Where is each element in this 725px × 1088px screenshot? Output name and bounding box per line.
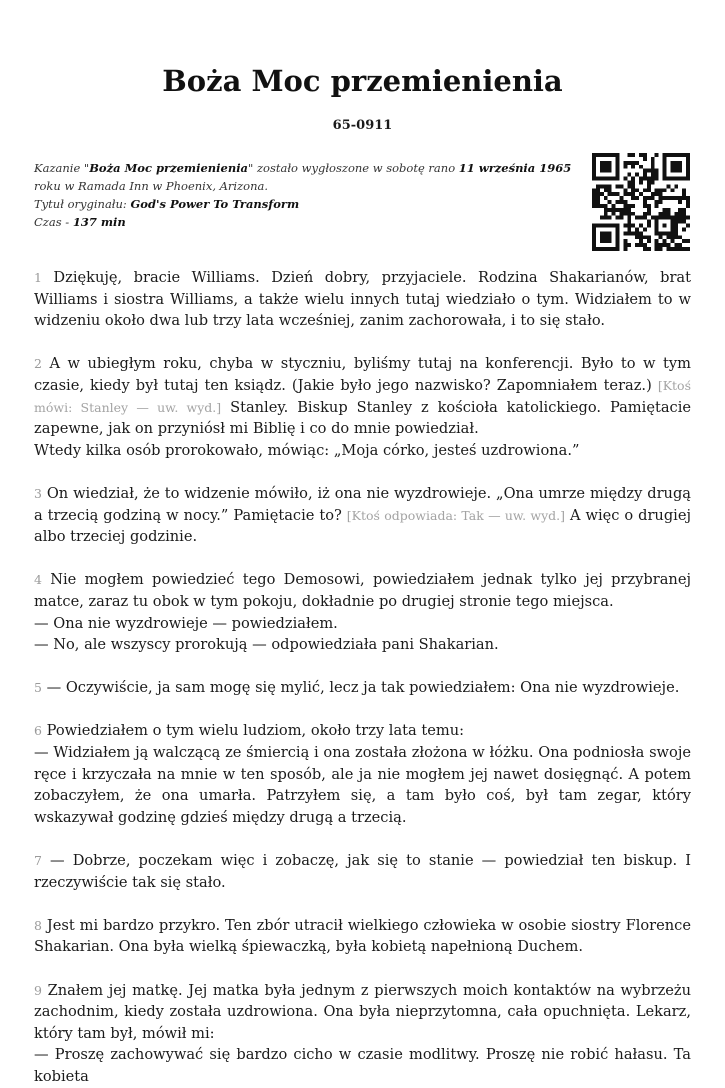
paragraph	[34, 915, 691, 958]
paragraph	[34, 720, 691, 828]
original-title-label: Tytuł oryginału:	[34, 197, 131, 211]
paragraph-number: 1	[34, 270, 42, 285]
sermon-info	[34, 159, 590, 231]
paragraph	[34, 980, 691, 1088]
paragraph-number: 6	[34, 723, 42, 739]
sermon-date: 11 września 1965	[458, 161, 572, 175]
duration-value: 137 min	[72, 215, 126, 229]
paragraph-number: 3	[34, 485, 42, 501]
sermon-suffix: roku w Ramada Inn w Phoenix, Arizona.	[34, 179, 269, 193]
editor-note: [Ktoś mówi: Stanley — uw. wyd.]	[34, 377, 691, 415]
paragraph-text: — Dobrze, poczekam więc i zobaczę, jak się to stanie — powiedział ten biskup. I rzeczywiście tak się stało.	[34, 852, 691, 891]
paragraph-text: Powiedziałem o tym wielu ludziom, około trzy lata temu:	[41, 722, 465, 740]
paragraph-number: 5	[34, 680, 42, 696]
paragraph-text: — Oczywiście, ja sam mogę się mylić, lecz ja tak powiedziałem: Ona nie wyzdrowieje.	[41, 679, 680, 697]
paragraph-line: — Ona nie wyzdrowieje — powiedziałem.	[34, 614, 338, 632]
paragraph-number: 9	[34, 982, 42, 998]
original-title: God's Power To Transform	[130, 197, 300, 211]
paragraph-text: A więc o drugiej albo trzeciej godzinie.	[34, 506, 691, 546]
sermon-title: Boża Moc przemienienia	[89, 161, 249, 175]
duration-label: Czas -	[34, 215, 73, 229]
qr-code-icon	[592, 153, 690, 251]
paragraph-text: A w ubiegłym roku, chyba w styczniu, byliśmy tutaj na konferencji. Było to w tym czasie, kiedy był tutaj ten ksiądz. (Jakie było jego nazwisko? Zapomniałem teraz.)	[34, 355, 691, 394]
paragraph	[34, 483, 691, 548]
paragraph-line: — Widziałem ją walczącą ze śmiercią i ona została złożona w łóżku. Ona podniosła swoje ręce i krzyczała na mnie w ten sposób, ale ja nie mogłem jej nawet dosięgnąć. A potem zobaczyłem, że ona umarła. Patrzyłem się, a tam było coś, był tam zegar, który wskazywał godzinę gdzieś między drugą a trzecią.	[34, 744, 691, 826]
meta-section	[34, 159, 691, 259]
paragraph-line: Wtedy kilka osób prorokowało, mówiąc: „Moja córko, jesteś uzdrowiona.”	[34, 441, 580, 459]
editor-note: [Ktoś odpowiada: Tak — uw. wyd.]	[346, 507, 566, 523]
paragraph-number: 8	[34, 917, 42, 933]
paragraph-number: 7	[34, 853, 42, 869]
page-title: Boża Moc przemienienia	[162, 64, 563, 98]
paragraph	[34, 267, 691, 332]
paragraph-number: 4	[34, 572, 42, 588]
paragraph-line: — No, ale wszyscy prorokują — odpowiedziała pani Shakarian.	[34, 636, 499, 654]
sermon-mid: " zostało wygłoszone w sobotę rano	[248, 161, 459, 175]
paragraph-text: Nie mogłem powiedzieć tego Demosowi, powiedziałem jednak tylko jej przybranej matce, zaraz tu obok w tym pokoju, dokładnie po drugiej stronie tego miejsca.	[34, 571, 691, 610]
paragraph	[34, 850, 691, 893]
paragraph-text: On wiedział, że to widzenie mówiło, iż ona nie wyzdrowieje. „Ona umrze między drugą a trzecią godziną w nocy.” Pamiętacie to?	[34, 484, 691, 524]
paragraph-text: Znałem jej matkę. Jej matka była jednym z pierwszych moich kontaktów na wybrzeżu zachodnim, kiedy została uzdrowiona. Ona była nieprzytomna, cała opuchnięta. Lekarz, który tam był, mówił mi:	[34, 981, 691, 1042]
sermon-body	[34, 267, 691, 1088]
paragraph	[34, 677, 691, 699]
sermon-code: 65-0911	[332, 118, 393, 133]
paragraph-text: Stanley. Biskup Stanley z kościoła katolickiego. Pamiętacie zapewne, jak on przyniósł mi Biblię i co do mnie powiedział.	[34, 398, 691, 438]
paragraph-line: — Proszę zachowywać się bardzo cicho w czasie modlitwy. Proszę nie robić hałasu. Ta kobieta	[34, 1046, 691, 1085]
paragraph	[34, 353, 691, 461]
sermon-prefix: Kazanie "	[34, 161, 90, 175]
paragraph	[34, 569, 691, 655]
paragraph-number: 2	[34, 356, 42, 372]
paragraph-text: Jest mi bardzo przykro. Ten zbór utracił wielkiego człowieka w osobie siostry Florence Shakarian. Ona była wielką śpiewaczką, była kobietą napełnioną Duchem.	[34, 916, 691, 956]
paragraph-text: Dziękuję, bracie Williams. Dzień dobry, przyjaciele. Rodzina Shakarianów, brat Williams i siostra Williams, a także wielu innych tutaj wiedziało o tym. Widziałem to w widzeniu około dwa lub trzy lata wcześniej, zanim zachorowała, i to się stało.	[34, 269, 691, 330]
